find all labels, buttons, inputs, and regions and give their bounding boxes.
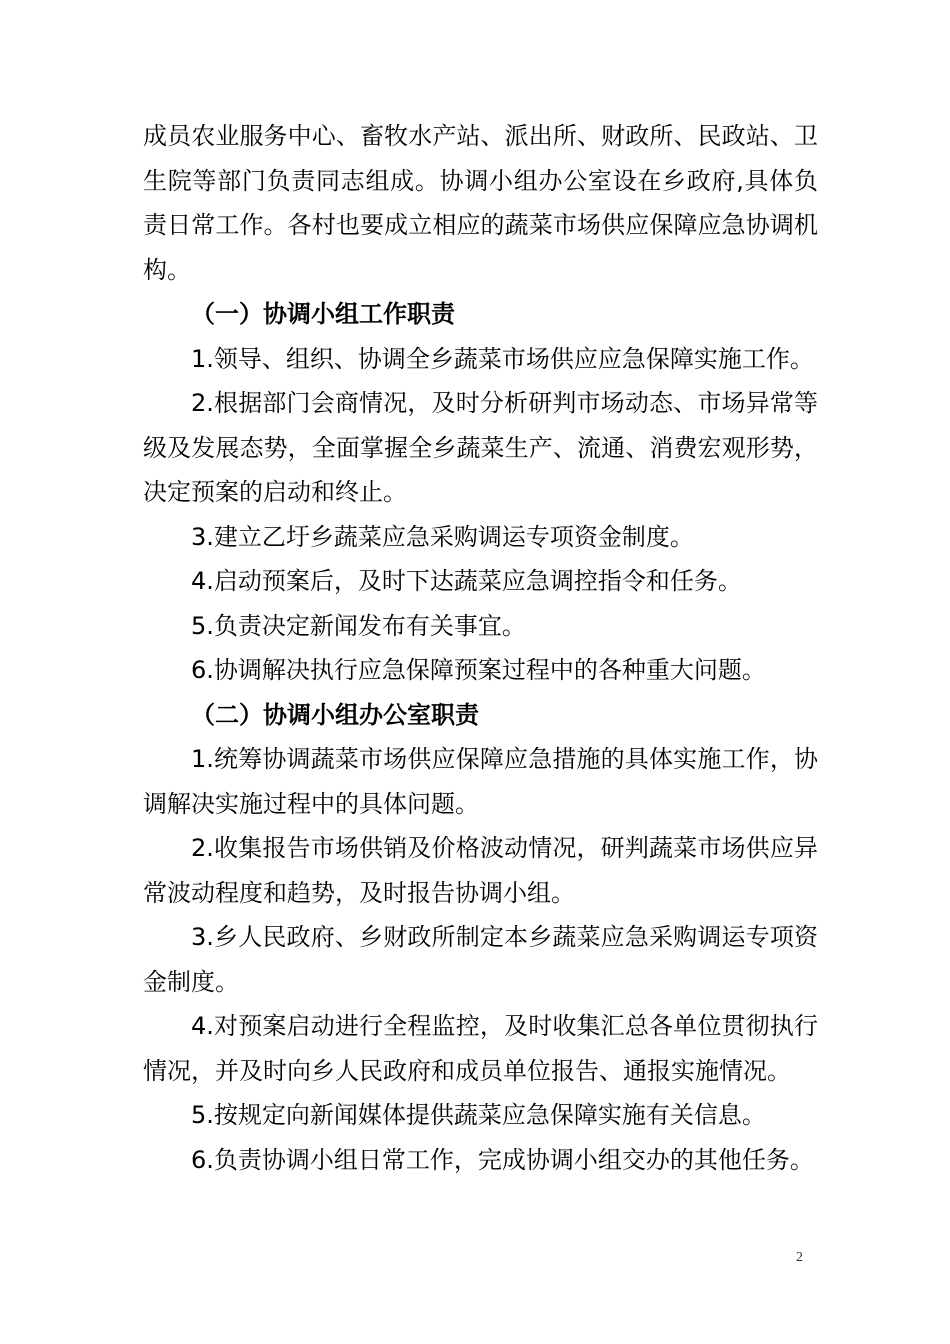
office-duty-item-6: 6.负责协调小组日常工作，完成协调小组交办的其他任务。 bbox=[191, 1145, 814, 1174]
duty-item-5: 5.负责决定新闻发布有关事宜。 bbox=[191, 611, 526, 640]
intro-paragraph: 成员农业服务中心、畜牧水产站、派出所、财政所、民政站、卫生院等部门负责同志组成。协调小组办公室设在乡政府,具体负责日常工作。各村也要成立相应的蔬菜市场供应保障应急协调机构。 bbox=[143, 122, 818, 284]
office-duty-item-4: 4.对预案启动进行全程监控，及时收集汇总各单位贯彻执行情况，并及时向乡人民政府和成员单位报告、通报实施情况。 bbox=[143, 1012, 818, 1085]
duty-item-4: 4.启动预案后，及时下达蔬菜应急调控指令和任务。 bbox=[191, 567, 742, 595]
page-number: 2 bbox=[796, 1250, 803, 1265]
office-duty-item-2: 2.收集报告市场供销及价格波动情况，研判蔬菜市场供应异常波动程度和趋势，及时报告协调小组。 bbox=[143, 834, 818, 907]
office-duty-item-3: 3.乡人民政府、乡财政所制定本乡蔬菜应急采购调运专项资金制度。 bbox=[143, 923, 818, 996]
section-heading-work-duties: （一）协调小组工作职责 bbox=[191, 300, 455, 328]
office-duty-item-1: 1.统筹协调蔬菜市场供应保障应急措施的具体实施工作，协调解决实施过程中的具体问题。 bbox=[143, 745, 818, 818]
office-duty-item-5: 5.按规定向新闻媒体提供蔬菜应急保障实施有关信息。 bbox=[191, 1101, 766, 1129]
duty-item-3: 3.建立乙圩乡蔬菜应急采购调运专项资金制度。 bbox=[191, 522, 694, 551]
section-heading-office-duties: （二）协调小组办公室职责 bbox=[191, 700, 479, 729]
duty-item-6: 6.协调解决执行应急保障预案过程中的各种重大问题。 bbox=[191, 656, 766, 684]
document-body bbox=[143, 114, 818, 1182]
duty-item-1: 1.领导、组织、协调全乡蔬菜市场供应应急保障实施工作。 bbox=[191, 344, 814, 373]
duty-item-2: 2.根据部门会商情况，及时分析研判市场动态、市场异常等级及发展态势，全面掌握全乡蔬菜生产、流通、消费宏观形势，决定预案的启动和终止。 bbox=[143, 389, 818, 506]
